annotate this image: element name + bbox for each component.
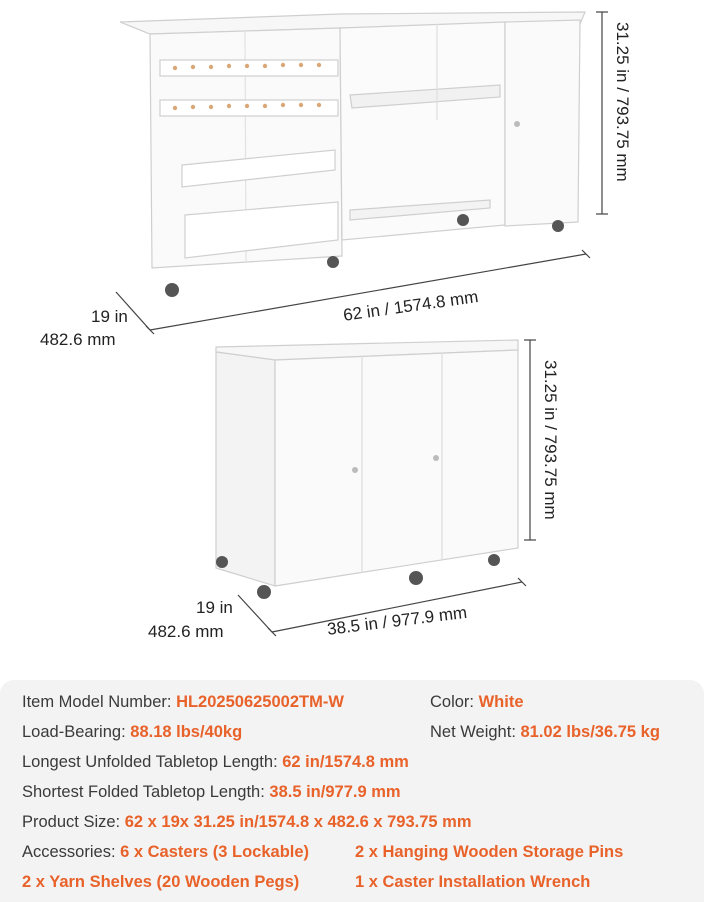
spec-panel — [0, 680, 704, 902]
folded-depth-mm-label: 482.6 mm — [148, 622, 224, 641]
spec-size-value: 62 x 19x 31.25 in/1574.8 x 482.6 x 793.75 mm — [124, 813, 472, 831]
spec-load-label: Load-Bearing: — [22, 723, 126, 741]
spec-model — [22, 693, 344, 712]
spec-weight — [430, 723, 660, 742]
spec-shortest-value: 38.5 in/977.9 mm — [269, 783, 401, 801]
unfolded-depth-in-label: 19 in — [91, 307, 128, 326]
spec-load — [22, 723, 242, 742]
accessory-item: 2 x Hanging Wooden Storage Pins — [355, 843, 624, 861]
spec-shortest — [22, 783, 401, 802]
folded-length-label: 38.5 in / 977.9 mm — [326, 602, 469, 639]
spec-color-label: Color: — [430, 693, 475, 711]
spec-load-value: 88.18 lbs/40kg — [130, 723, 243, 741]
unfolded-depth-mm-label: 482.6 mm — [40, 330, 116, 349]
spec-longest-label: Longest Unfolded Tabletop Length: — [22, 753, 278, 771]
folded-cabinet — [216, 340, 518, 599]
folded-height-label: 31.25 in / 793.75 mm — [541, 360, 560, 520]
spec-accessories — [22, 843, 309, 862]
spec-longest-value: 62 in/1574.8 mm — [282, 753, 409, 771]
accessory-item: 2 x Yarn Shelves (20 Wooden Pegs) — [22, 873, 300, 891]
spec-model-value: HL20250625002TM-W — [176, 693, 344, 711]
spec-weight-label: Net Weight: — [430, 723, 516, 741]
spec-longest — [22, 753, 409, 772]
folded-depth-in-label: 19 in — [196, 598, 233, 617]
spec-color-value: White — [478, 693, 524, 711]
unfolded-cabinet — [120, 12, 585, 297]
spec-model-label: Item Model Number: — [22, 693, 172, 711]
spec-color — [430, 693, 524, 712]
accessory-row — [355, 873, 590, 892]
unfolded-length-label: 62 in / 1574.8 mm — [342, 287, 480, 325]
accessory-item: 1 x Caster Installation Wrench — [355, 873, 591, 891]
accessory-row — [22, 873, 299, 892]
spec-accessories-label: Accessories: — [22, 843, 116, 861]
spec-weight-value: 81.02 lbs/36.75 kg — [520, 723, 660, 741]
spec-shortest-label: Shortest Folded Tabletop Length: — [22, 783, 265, 801]
spec-size — [22, 813, 472, 832]
accessory-item: 6 x Casters (3 Lockable) — [120, 843, 310, 861]
unfolded-height-label: 31.25 in / 793.75 mm — [613, 22, 632, 182]
spec-size-label: Product Size: — [22, 813, 121, 831]
accessory-row — [355, 843, 623, 862]
